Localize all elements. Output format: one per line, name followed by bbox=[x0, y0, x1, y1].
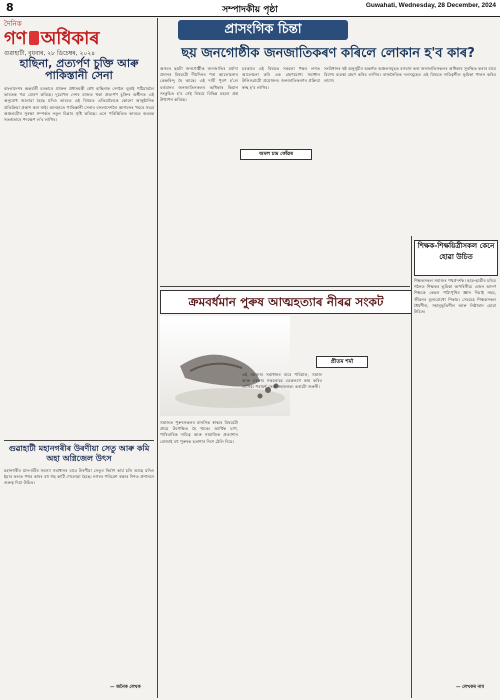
second-article-author: প্ৰীতম শৰ্মা bbox=[316, 356, 368, 368]
section-title: সম্পাদকীয় পৃষ্ঠা bbox=[222, 5, 278, 15]
article-body-part3: সংবিধানৰ ষষ্ঠ অনুসূচীৰ অন্তৰ্গত অঞ্চলসমূহত বসবাস কৰা জনজাতিসকলৰ অধিকাৰ সুৰক্ষিত কৰাৰ বাবে বিশেষ ব্যৱস্থা গ্ৰহণ কৰিব লাগিব। ৰাজনৈতিক দলসমূহেও এই বিষয়ত দায়িত্বশীল ভূমিকা পালন কৰিব লাগে। bbox=[324, 66, 496, 84]
column-divider bbox=[411, 236, 412, 698]
masthead-tag: দৈনিক bbox=[4, 20, 22, 28]
dateline: Guwahati, Wednesday, 28 December, 2024 bbox=[365, 2, 496, 9]
right-box-body: শিক্ষকসকল সমাজৰ পথপ্ৰদৰ্শক। ছাত্ৰ-ছাত্ৰীৰ চৰিত্ৰ গঠনত শিক্ষকৰ ভূমিকা অপৰিসীম। এজন আদৰ্শ শিক্ষকে কেৱল পাঠ্যপুথিৰ জ্ঞান দিয়াই নহয়, জীৱনৰ মূল্যবোধো শিকায়। সেয়েহে শিক্ষকসকল ধৈৰ্যশীল, সহানুভূতিশীল আৰু নিষ্ঠাবান হোৱা উচিত। bbox=[414, 278, 496, 315]
left-editorial-2-body: মহানগৰীৰ যান-জঁটৰ সমস্যা সমাধানৰ বাবে উৰণীয়া সেতুৰ নিৰ্মাণ কাৰ্য চলি আছে যদিও ইয়াৰ ফলত পথৰ কাষৰ বহু গছ কাটি পেলোৱা হৈছে। নগৰৰ পৰিৱেশ ৰক্ষাৰ দিশত প্ৰশাসনে গুৰুত্ব দিয়া উচিত। bbox=[4, 468, 154, 486]
masthead-name-a: গণ bbox=[4, 28, 27, 49]
masthead-name bbox=[4, 30, 154, 48]
left-editorial-title: হাছিনা, প্ৰত্যৰ্পণ চুক্তি আৰু পাকিস্তানী সেনা bbox=[19, 57, 139, 82]
second-col-1 bbox=[160, 420, 238, 690]
middle-col-1 bbox=[160, 66, 238, 286]
second-article-title: ক্ৰমবৰ্ধমান পুৰুষ আত্মহত্যাৰ নীৰৱ সংকট bbox=[160, 290, 412, 314]
main-headline: ছয় জনগোষ্ঠীক জনজাতিকৰণ কৰিলে লোকান হ'ব কাৰ? bbox=[181, 46, 475, 61]
article-body-part2: চৰকাৰে এই বিষয়ত সকলো পক্ষৰ লগত আলোচনা কৰি এক গ্ৰহণযোগ্য সমাধান উলিওৱাটো প্ৰয়োজন। জনজাতিকৰণৰ প্ৰক্ৰিয়া স্বচ্ছ হ'ব লাগিব। bbox=[242, 66, 320, 90]
second-col-2 bbox=[242, 372, 322, 690]
masthead-logo-icon bbox=[29, 31, 39, 45]
second-article-body-1: সমাজত পুৰুষসকলৰ মানসিক স্বাস্থ্যৰ বিষয়টো প্ৰায়ে উপেক্ষিত হৈ থাকে। আৰ্থিক চাপ, পাৰিবাৰিক দায়িত্ব আৰু সামাজিক প্ৰত্যাশাৰ বোজাই বহু পুৰুষক হতাশাৰ দিশে ঠেলি দিয়ে। bbox=[160, 420, 238, 444]
left-editorial-body: বাংলাদেশৰ অন্তৰ্বৰ্তী চৰকাৰে প্ৰাক্তন প্ৰধানমন্ত্ৰী শ্বেখ হাছিনাক দেশলৈ ঘূৰাই পঠিয়াবলৈ ভাৰতক পত্ৰ প্ৰেৰণ কৰিছে। দুয়োখন দেশৰ মাজত থকা প্ৰত্যৰ্পণ চুক্তিৰ অধীনত এই অনুৰোধ জনোৱা হৈছে যদিও ভাৰতে এই বিষয়ত এতিয়ালৈকে কোনো আনুষ্ঠানিক প্ৰতিক্ৰিয়া প্ৰকাশ কৰা নাই। আনহাতে পাকিস্তানী সেনাৰ বাংলাদেশলৈ আগমনৰ খবৰে সমগ্ৰ অঞ্চলটোৰ সুৰক্ষা সম্পৰ্কত নতুন চিন্তাৰ সৃষ্টি কৰিছে। এনে পৰিস্থিতিত ভাৰতে অত্যন্ত সতৰ্কতাৰে পদক্ষেপ ল'ব লাগিব। bbox=[4, 86, 154, 123]
right-signature: — লেখকৰ নাম bbox=[456, 685, 484, 690]
masthead-name-b: অধিকাৰ bbox=[40, 28, 100, 49]
right-box-text bbox=[414, 278, 496, 674]
page-number: 8 bbox=[6, 1, 14, 14]
left-editorial-text bbox=[4, 86, 154, 438]
second-article-body-2: এই সমস্যাৰ সমাধানৰ বাবে পৰিয়াল, সমাজ আৰু চৰকাৰ সকলোৱে একেলগে কাম কৰিব লাগিব। পৰামৰ্শ সেৱা সহজলভ্য কৰাটো জৰুৰী। bbox=[242, 372, 322, 390]
top-header-bar bbox=[0, 0, 500, 17]
left-editorial-2-text bbox=[4, 468, 154, 678]
column-divider bbox=[157, 18, 158, 698]
masthead bbox=[4, 18, 154, 57]
divider bbox=[4, 440, 154, 441]
masthead-date: গুৱাহাটী, বুধবাৰ, ২৮ ডিচেম্বৰ, ২০২৪ bbox=[4, 50, 96, 57]
article-author: অমল চন্দ্ৰ কোঁৱৰ bbox=[240, 149, 312, 160]
left-subhead: গুৱাহাটী মহানগৰীৰ উৰণীয়া সেতু আৰু কমি অহা অগ্নিজেল উৎস bbox=[8, 444, 150, 463]
article-body-part1: অসমৰ ছয়টা জনগোষ্ঠীক জনজাতিৰ মৰ্যাদা প্ৰদানৰ বিষয়টো দীৰ্ঘদিনৰ পৰা আলোচনাৰ কেন্দ্ৰবিন্দু হৈ আছে। এই দাবী পূৰণ হ'লে বৰ্তমানৰ জনজাতিসকলৰ অধিকাৰ কিমান সংকুচিত হ'ব সেই বিষয়ে বিভিন্ন মহলে প্ৰশ্ন উত্থাপন কৰিছে। bbox=[160, 66, 238, 103]
middle-col-2 bbox=[242, 66, 320, 146]
left-signature: — জনৈক লেখক bbox=[110, 685, 141, 690]
column-banner: প্ৰাসংগিক চিন্তা bbox=[178, 20, 348, 40]
right-col-top bbox=[324, 66, 496, 236]
right-box-title: শিক্ষক-শিক্ষয়িত্ৰীসকল কেনে হোৱা উচিত bbox=[414, 240, 498, 276]
divider bbox=[160, 286, 410, 287]
